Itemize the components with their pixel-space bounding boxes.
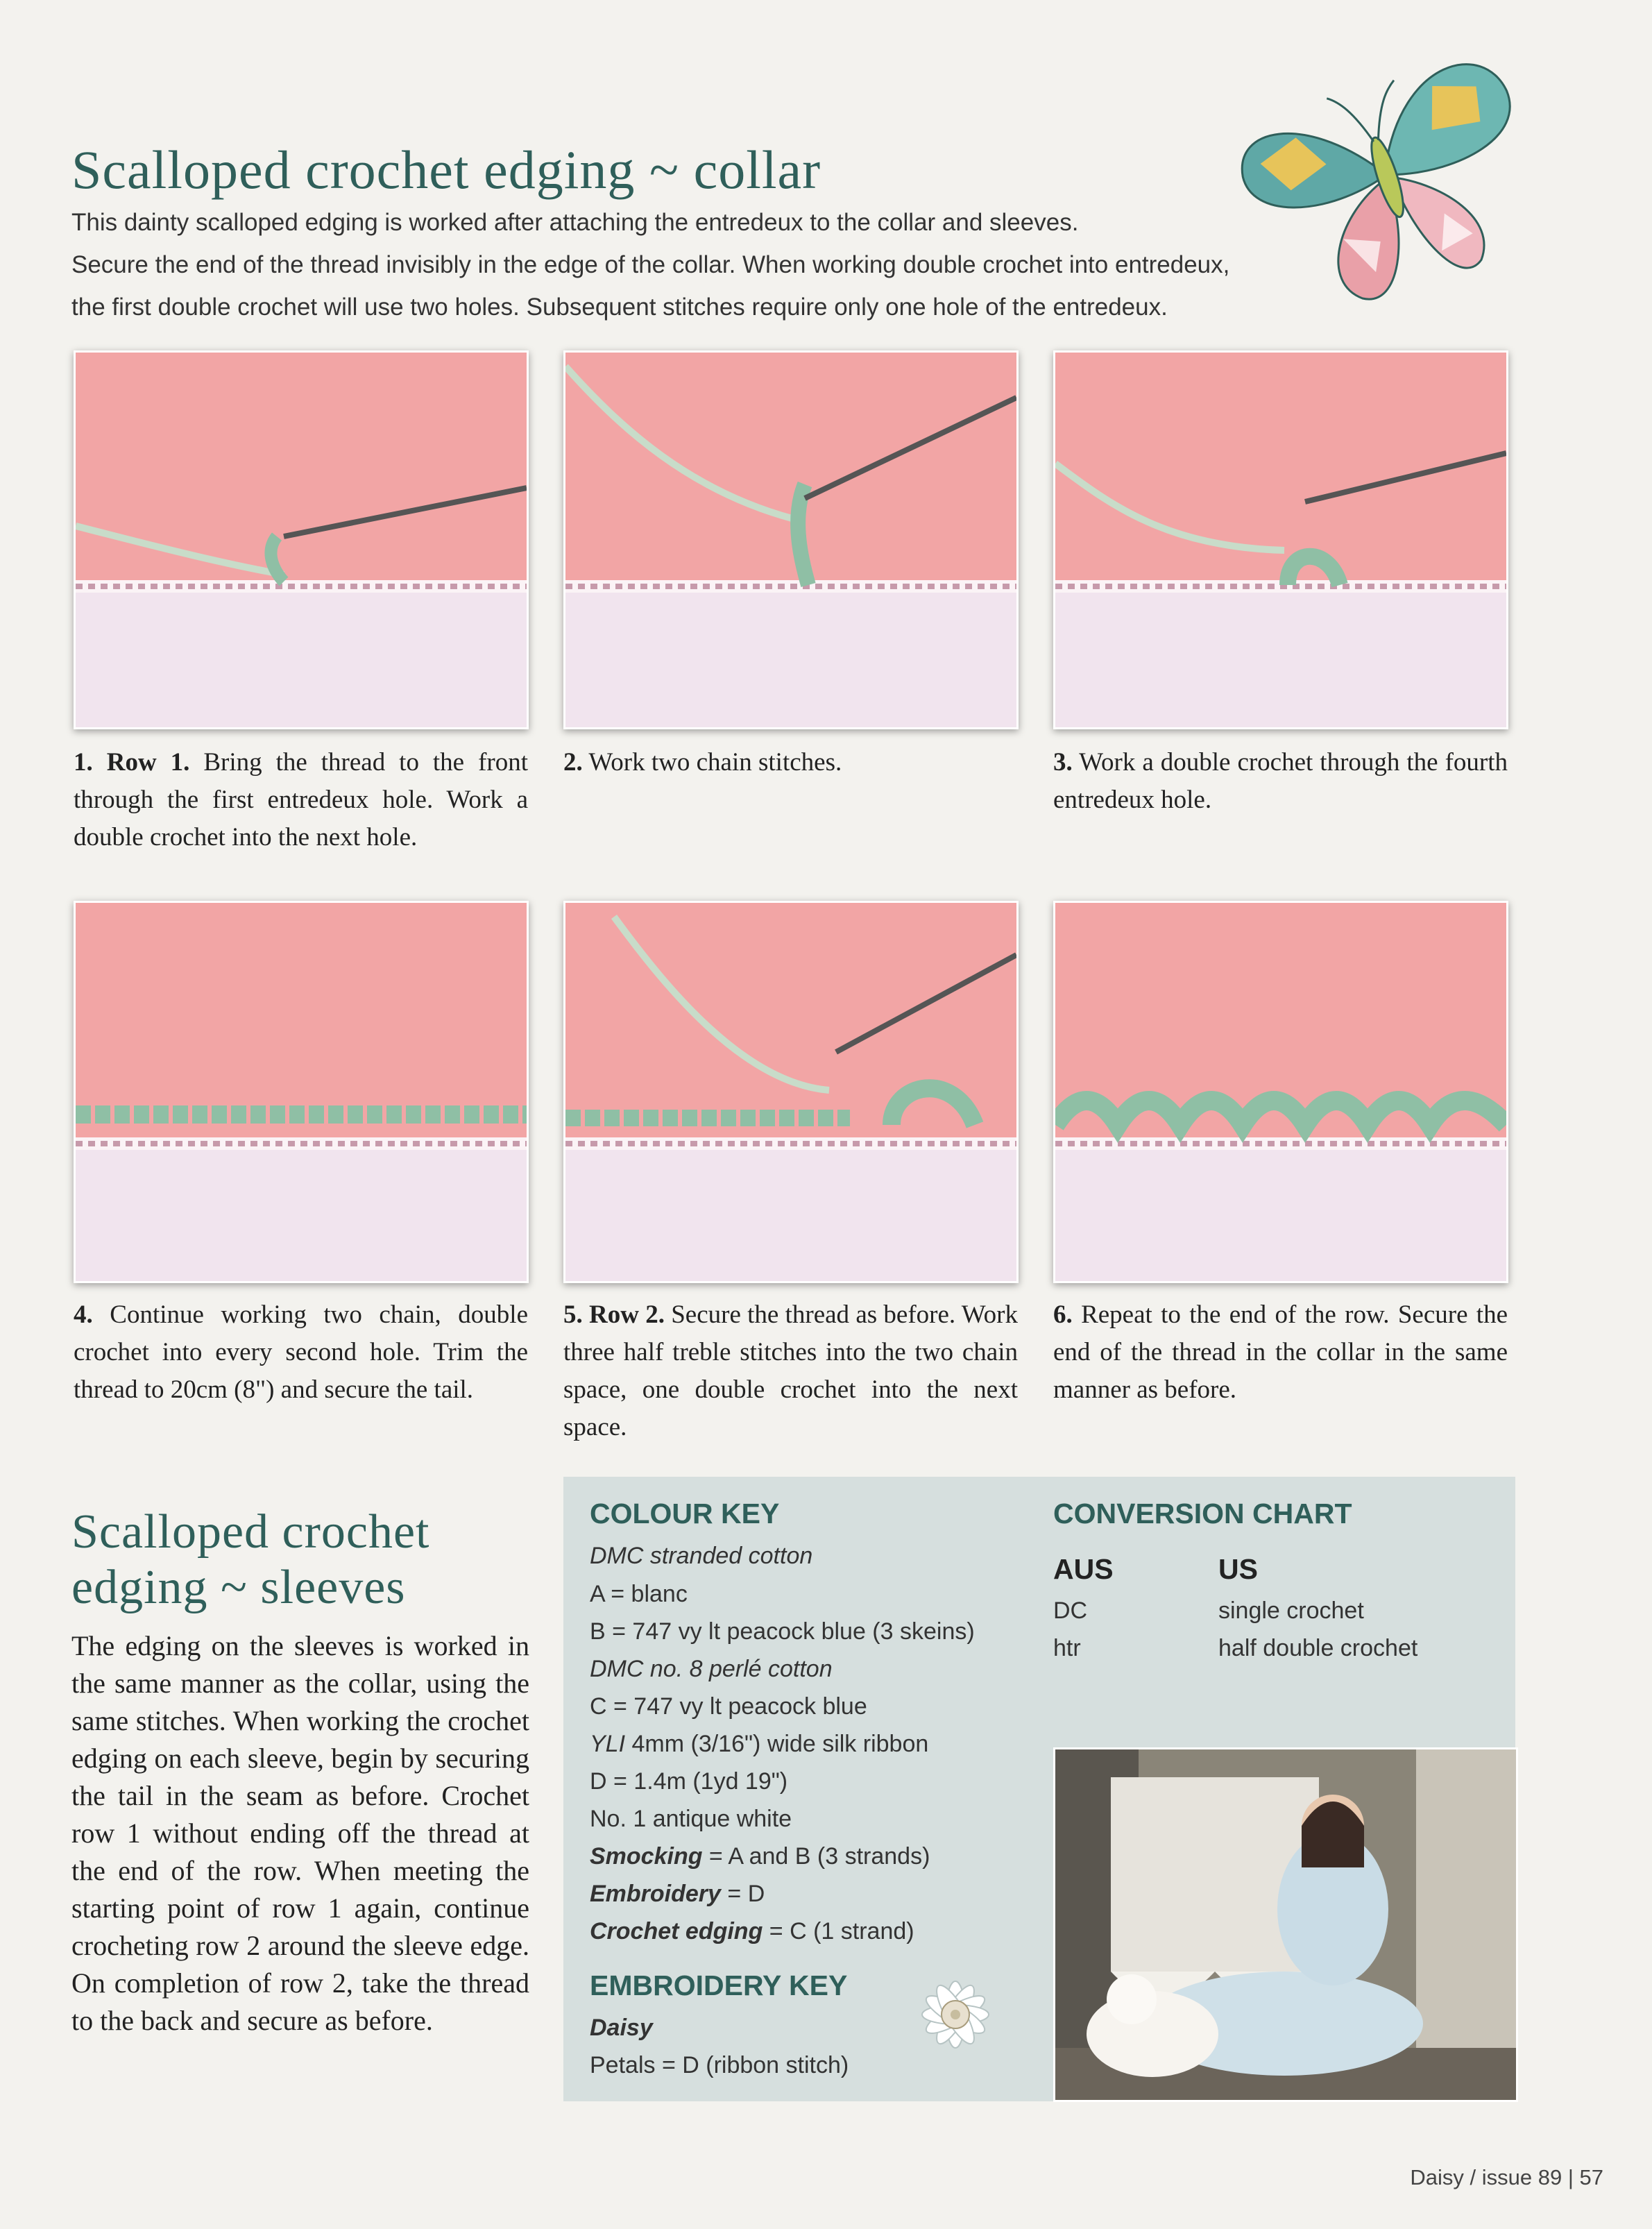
colour-key-line: D = 1.4m (1yd 19") (590, 1768, 788, 1795)
usage-line (590, 1881, 765, 1908)
colour-key-line (590, 1731, 928, 1758)
embroidery-item: Daisy (590, 2015, 653, 2041)
conversion-us-value: half double crochet (1218, 1635, 1418, 1661)
conversion-col-us: US (1218, 1553, 1258, 1585)
usage-value: = A and B (3 strands) (702, 1843, 930, 1870)
step-5-caption (563, 1296, 1018, 1446)
collar-section-title: Scalloped crochet edging ~ collar (71, 139, 821, 200)
step-number: 6. (1053, 1300, 1073, 1329)
usage-label: Crochet edging (590, 1918, 763, 1944)
conversion-us-value: single crochet (1218, 1597, 1364, 1624)
colour-key-heading: COLOUR KEY (590, 1498, 780, 1529)
step-lead: Row 1. (106, 748, 190, 777)
embroidery-detail: Petals = D (ribbon stitch) (590, 2052, 849, 2078)
intro-line: the first double crochet will use two holes. Subsequent stitches require only one hole of the entredeux. (71, 294, 1168, 321)
step-number: 2. (563, 748, 583, 777)
usage-value: = D (720, 1881, 765, 1907)
conversion-col-aus: AUS (1053, 1553, 1114, 1585)
step-4-caption (74, 1296, 528, 1409)
colour-key-line: DMC no. 8 perlé cotton (590, 1656, 833, 1682)
intro-line: This dainty scalloped edging is worked after attaching the entredeux to the collar and sleeves. (71, 209, 1079, 236)
step-3-caption (1053, 744, 1508, 819)
step-number: 5. (563, 1300, 583, 1329)
colour-key-line: C = 747 vy lt peacock blue (590, 1693, 867, 1720)
step-1-caption (74, 744, 528, 856)
colour-key-line: B = 747 vy lt peacock blue (3 skeins) (590, 1618, 975, 1645)
page-footer: Daisy / issue 89 | 57 (1410, 2165, 1603, 2189)
usage-label: Smocking (590, 1843, 703, 1870)
step-2-photo (563, 350, 1019, 729)
embroidery-key-heading: EMBROIDERY KEY (590, 1969, 848, 2001)
step-2-caption (563, 744, 1018, 781)
step-text: Work a double crochet through the fourth entredeux hole. (1053, 748, 1508, 814)
model-photo (1053, 1747, 1518, 2102)
step-number: 1. (74, 748, 93, 777)
usage-line (590, 1918, 914, 1945)
colour-key-line: No. 1 antique white (590, 1806, 792, 1832)
step-number: 4. (74, 1300, 93, 1329)
step-text: Bring the thread to the front through the first entredeux hole. Work a double crochet into the next hole. (74, 748, 528, 851)
step-text: Continue working two chain, double crochet into every second hole. Trim the thread to 20cm (8") and secure the tail. (74, 1300, 529, 1404)
step-3-photo (1053, 350, 1508, 729)
step-text: Secure the thread as before. Work three half treble stitches into the two chain space, one double crochet into the next space. (563, 1300, 1018, 1441)
conversion-aus-value: DC (1053, 1597, 1088, 1624)
sleeves-body: The edging on the sleeves is worked in the same manner as the collar, using the same stitches. When working the crochet edging on each sleeve, begin by securing the tail in the seam as before. Crochet row 1 without ending off the thread at the end of the row. When meeting the starting point of row 1 again, continue crocheting row 2 around the sleeve edge. On completion of row 2, take the thread to the back and secure as before. (71, 1630, 529, 2036)
step-6-caption (1053, 1296, 1508, 1409)
conversion-chart-heading: CONVERSION CHART (1053, 1498, 1352, 1529)
usage-line (590, 1843, 930, 1870)
step-text: Repeat to the end of the row. Secure the end of the thread in the collar in the same manner as before. (1053, 1300, 1508, 1404)
colour-key-line: A = blanc (590, 1581, 688, 1607)
ribbon-description: 4mm (3/16") wide silk ribbon (625, 1731, 929, 1757)
step-text: Work two chain stitches. (588, 748, 842, 777)
sleeves-title-line: edging ~ sleeves (71, 1561, 406, 1614)
step-6-photo (1053, 901, 1508, 1283)
step-4-photo (74, 901, 529, 1283)
intro-line: Secure the end of the thread invisibly in the edge of the collar. When working double crochet into entredeux, (71, 251, 1230, 278)
step-1-photo (74, 350, 529, 729)
usage-value: = C (1 strand) (763, 1918, 914, 1944)
ribbon-brand: YLI (590, 1731, 626, 1757)
step-lead: Row 2. (589, 1300, 665, 1329)
conversion-aus-value: htr (1053, 1635, 1081, 1661)
sleeves-section-title (71, 1505, 430, 1616)
colour-key-line: DMC stranded cotton (590, 1543, 813, 1569)
key-panel (563, 1477, 1515, 2101)
collar-intro (71, 201, 1431, 328)
step-number: 3. (1053, 748, 1073, 777)
step-5-photo (563, 901, 1019, 1283)
sleeves-title-line: Scalloped crochet (71, 1505, 430, 1559)
usage-label: Embroidery (590, 1881, 721, 1907)
daisy-icon (896, 1956, 1014, 2074)
